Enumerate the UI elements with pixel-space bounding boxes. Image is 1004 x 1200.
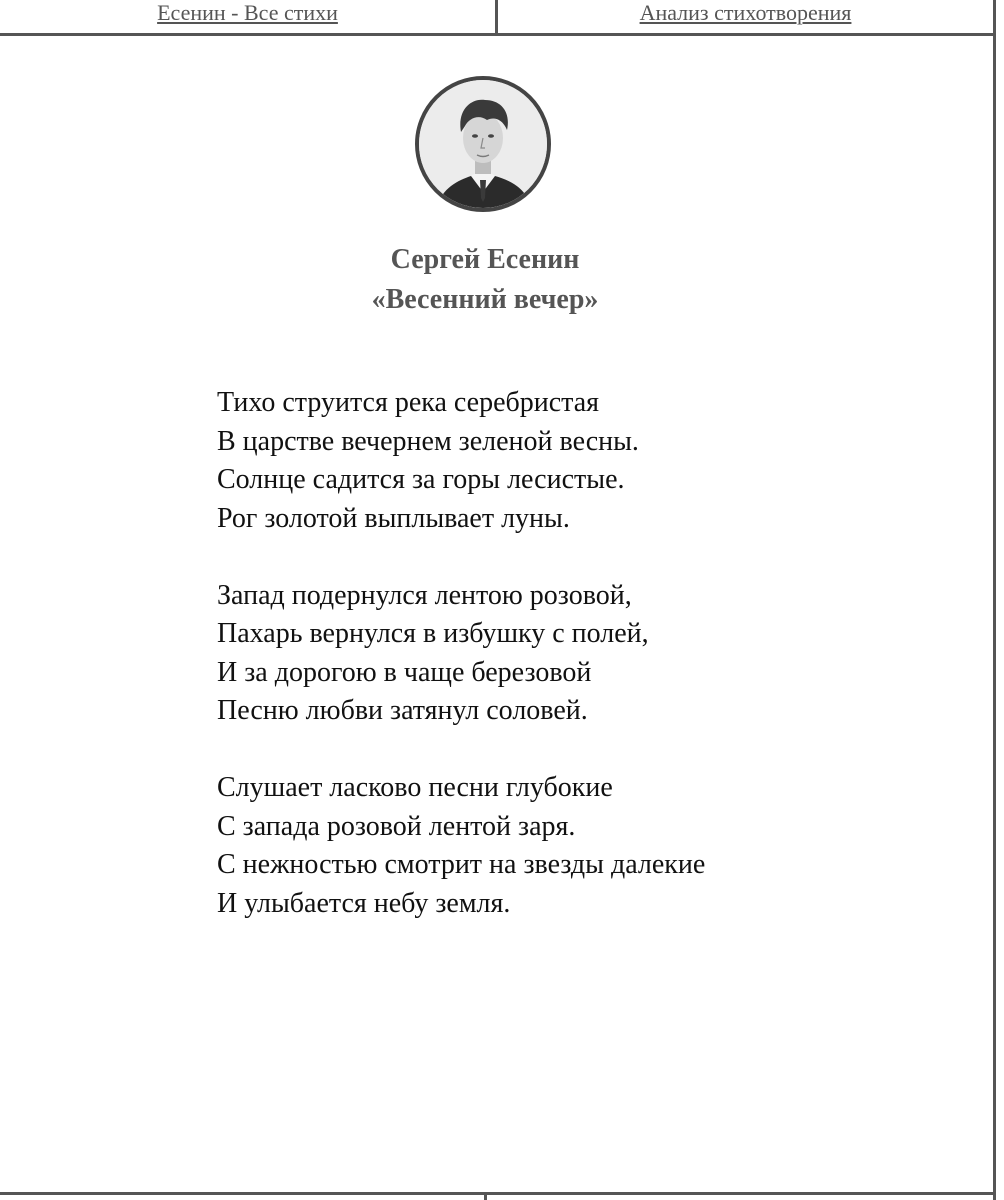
portrait-image bbox=[419, 80, 547, 208]
stanza bbox=[217, 577, 917, 731]
poem-line: С нежностью смотрит на звезды далекие bbox=[217, 849, 706, 880]
poem-line: С запада розовой лентой заря. bbox=[217, 810, 576, 842]
top-navigation bbox=[0, 0, 993, 36]
poem-line: Запад подернулся лентою розовой, bbox=[217, 579, 632, 611]
poem-line: Солнце садится за горы лесистые. bbox=[217, 464, 625, 495]
poem-analysis-link[interactable]: Анализ стихотворения bbox=[639, 0, 852, 25]
nav-cell-left bbox=[0, 0, 495, 33]
poem-line: Слушает ласково песни глубокие bbox=[217, 772, 613, 803]
poem-line: И за дорогою в чаще березовой bbox=[217, 656, 592, 688]
poem-line: В царстве вечернем зеленой весны. bbox=[217, 425, 639, 457]
all-poems-link[interactable]: Есенин - Все стихи bbox=[157, 0, 338, 25]
page-frame-right bbox=[993, 0, 996, 1200]
poem-title: «Весенний вечер» bbox=[371, 284, 599, 315]
poem-line: И улыбается небу земля. bbox=[217, 887, 511, 919]
page-edge bbox=[996, 0, 1004, 1200]
poem-text bbox=[217, 384, 917, 962]
poem-line: Тихо струится река серебристая bbox=[217, 387, 600, 418]
poem-line: Пахарь вернулся в избушку с полей, bbox=[217, 618, 649, 649]
author-name: Сергей Есенин bbox=[390, 244, 580, 275]
bottom-divider-split bbox=[484, 1192, 487, 1200]
nav-cell-right bbox=[495, 0, 993, 33]
stanza bbox=[217, 769, 917, 923]
poem-header bbox=[0, 240, 970, 320]
stanza bbox=[217, 384, 917, 538]
poem-line: Рог золотой выплывает луны. bbox=[217, 502, 570, 534]
poem-line: Песню любви затянул соловей. bbox=[217, 695, 588, 726]
bottom-divider bbox=[0, 1192, 993, 1195]
author-portrait bbox=[415, 76, 551, 212]
